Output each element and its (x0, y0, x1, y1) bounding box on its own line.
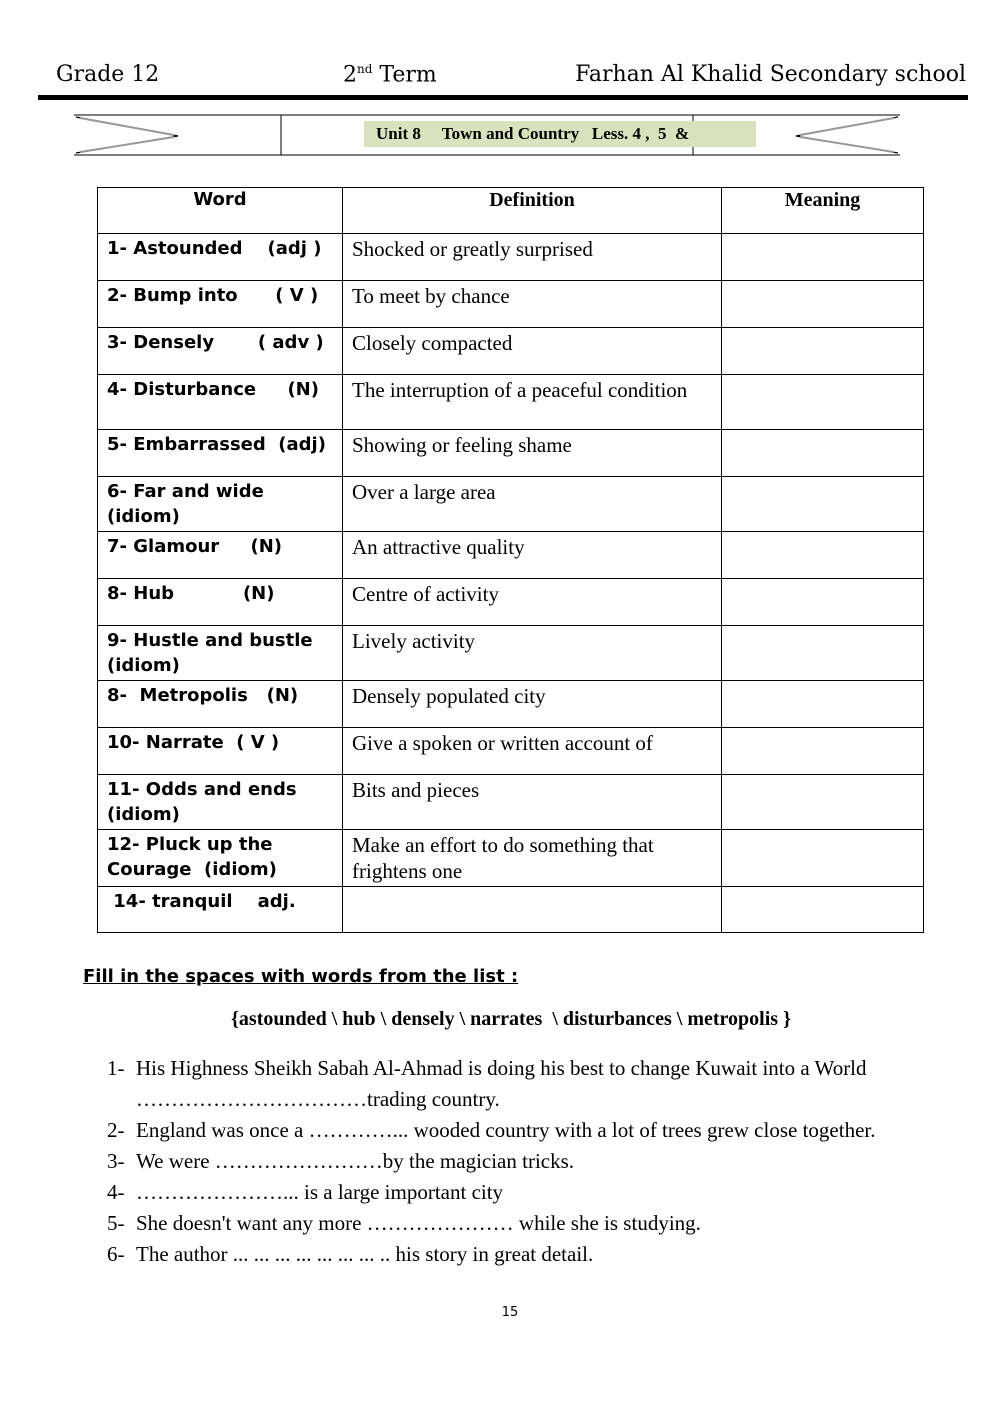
definition-cell: The interruption of a peaceful condition (343, 375, 722, 430)
grade-label: Grade 12 (56, 62, 160, 87)
list-item (107, 1208, 977, 1239)
item-text: She doesn't want any more ………………… while she is studying. (136, 1211, 701, 1235)
word-cell: 1- Astounded (adj ) (98, 234, 343, 281)
meaning-cell[interactable] (722, 328, 924, 375)
meaning-cell[interactable] (722, 532, 924, 579)
vocabulary-table (97, 187, 924, 933)
word-cell: 14- tranquil adj. (98, 887, 343, 933)
meaning-cell[interactable] (722, 681, 924, 728)
word-cell: 10- Narrate ( V ) (98, 728, 343, 775)
item-number: 4- (107, 1180, 125, 1204)
meaning-cell[interactable] (722, 281, 924, 328)
list-item (107, 1146, 977, 1177)
header-definition: Definition (343, 188, 722, 234)
table-row (98, 775, 924, 830)
definition-cell: Closely compacted (343, 328, 722, 375)
table-row (98, 830, 924, 887)
header-divider (38, 95, 968, 100)
item-text: …………………... is a large important city (136, 1180, 504, 1204)
item-text: The author ... ... ... ... ... ... ... .. his story in great detail. (136, 1242, 594, 1266)
page-header (56, 62, 966, 96)
table-row (98, 234, 924, 281)
item-number: 5- (107, 1211, 125, 1235)
list-item (107, 1177, 977, 1208)
definition-cell: Over a large area (343, 477, 722, 532)
meaning-cell[interactable] (722, 477, 924, 532)
definition-cell: Centre of activity (343, 579, 722, 626)
page-number: 15 (501, 1305, 519, 1320)
item-number: 2- (107, 1118, 125, 1142)
word-cell: 12- Pluck up the Courage (idiom) (98, 830, 343, 887)
table-row (98, 626, 924, 681)
term-number: 2 (343, 62, 357, 88)
table-row (98, 532, 924, 579)
item-number: 3- (107, 1149, 125, 1173)
word-cell: 9- Hustle and bustle (idiom) (98, 626, 343, 681)
term-label (343, 62, 437, 87)
definition-cell: Densely populated city (343, 681, 722, 728)
definition-cell: Showing or feeling shame (343, 430, 722, 477)
table-header-row (98, 188, 924, 234)
item-text: His Highness Sheikh Sabah Al-Ahmad is doing his best to change Kuwait into a World ……………………………trading country. (136, 1056, 867, 1111)
table-row (98, 281, 924, 328)
word-cell: 5- Embarrassed (adj) (98, 430, 343, 477)
meaning-cell[interactable] (722, 430, 924, 477)
word-cell: 2- Bump into ( V ) (98, 281, 343, 328)
table-row (98, 430, 924, 477)
word-cell: 8- Metropolis (N) (98, 681, 343, 728)
meaning-cell[interactable] (722, 579, 924, 626)
table-row (98, 477, 924, 532)
term-word: Term (379, 62, 437, 88)
word-cell: 11- Odds and ends (idiom) (98, 775, 343, 830)
word-cell: 3- Densely ( adv ) (98, 328, 343, 375)
definition-cell: To meet by chance (343, 281, 722, 328)
word-list: {astounded \ hub \ densely \ narrates \ disturbances \ metropolis } (231, 1008, 791, 1030)
exercise-heading: Fill in the spaces with words from the list : (83, 966, 519, 987)
school-name: Farhan Al Khalid Secondary school (575, 62, 966, 87)
header-word: Word (98, 188, 343, 234)
table-row (98, 728, 924, 775)
definition-cell: An attractive quality (343, 532, 722, 579)
item-number: 6- (107, 1242, 125, 1266)
word-cell: 4- Disturbance (N) (98, 375, 343, 430)
term-superscript: nd (357, 62, 373, 76)
meaning-cell[interactable] (722, 234, 924, 281)
word-cell: 6- Far and wide (idiom) (98, 477, 343, 532)
table-row (98, 328, 924, 375)
meaning-cell[interactable] (722, 775, 924, 830)
word-cell: 8- Hub (N) (98, 579, 343, 626)
item-number: 1- (107, 1056, 125, 1080)
unit-banner (74, 114, 900, 156)
header-meaning: Meaning (722, 188, 924, 234)
list-item (107, 1115, 977, 1146)
table-row (98, 579, 924, 626)
definition-cell: Shocked or greatly surprised (343, 234, 722, 281)
definition-cell: Lively activity (343, 626, 722, 681)
table-row (98, 887, 924, 933)
item-text: England was once a …………... wooded country with a lot of trees grew close together. (136, 1118, 876, 1142)
table-row (98, 681, 924, 728)
definition-cell: Make an effort to do something that frightens one (343, 830, 722, 887)
item-text: We were ……………………by the magician tricks. (136, 1149, 575, 1173)
definition-cell: Bits and pieces (343, 775, 722, 830)
meaning-cell[interactable] (722, 375, 924, 430)
definition-cell: Give a spoken or written account of (343, 728, 722, 775)
meaning-cell[interactable] (722, 626, 924, 681)
meaning-cell[interactable] (722, 887, 924, 933)
list-item (107, 1053, 977, 1115)
list-item (107, 1239, 977, 1270)
exercise-list (107, 1053, 977, 1270)
word-cell: 7- Glamour (N) (98, 532, 343, 579)
meaning-cell[interactable] (722, 728, 924, 775)
definition-cell[interactable] (343, 887, 722, 933)
unit-title: Unit 8 Town and Country Less. 4 , 5 & (364, 121, 756, 147)
table-row (98, 375, 924, 430)
meaning-cell[interactable] (722, 830, 924, 887)
